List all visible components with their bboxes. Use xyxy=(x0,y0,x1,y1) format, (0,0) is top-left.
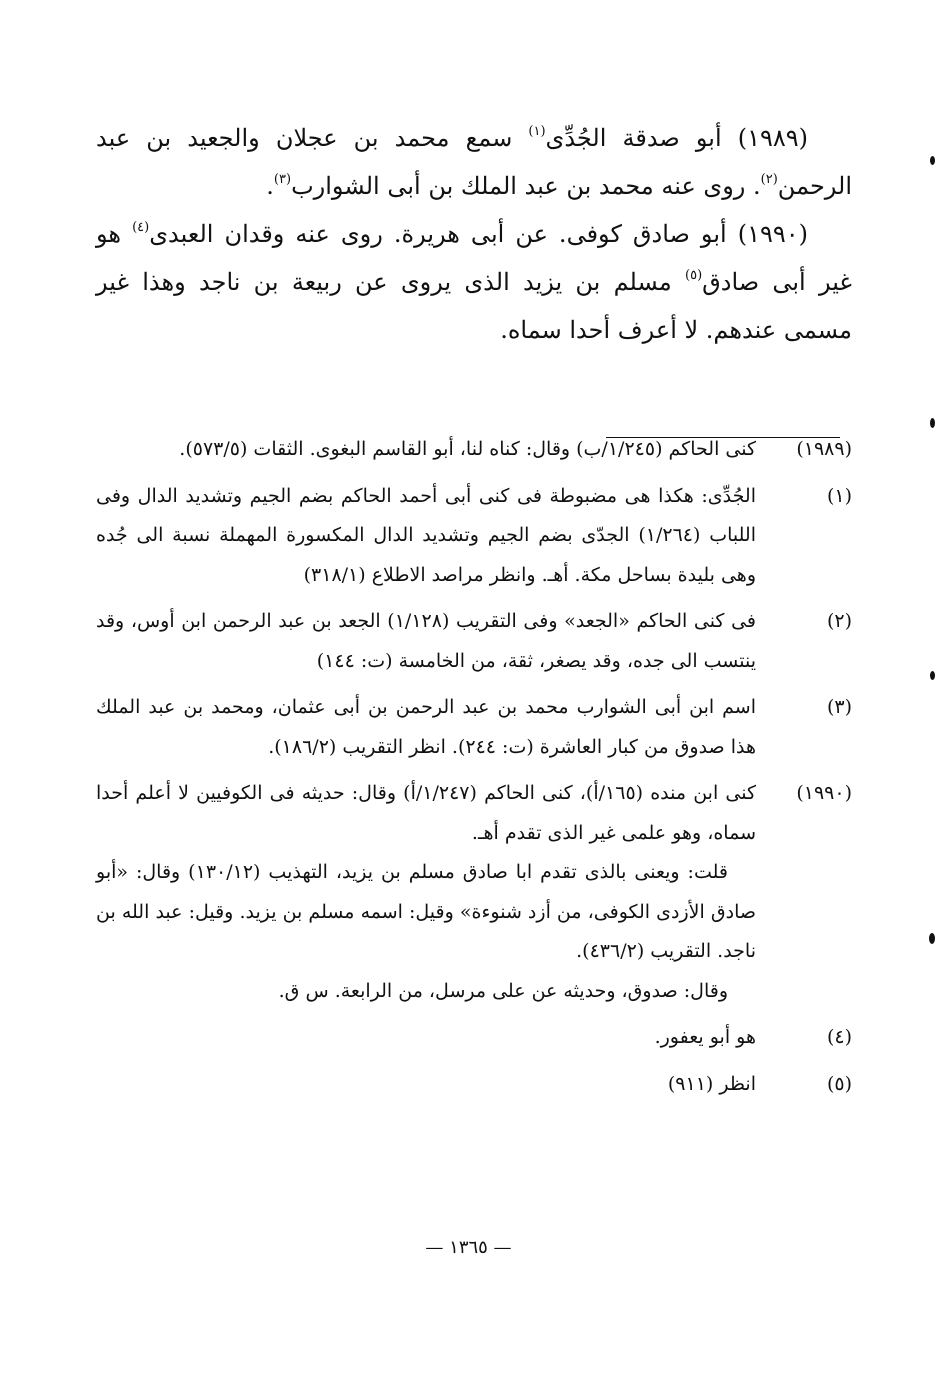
footnote-body xyxy=(96,774,756,1011)
footnote-ref: (٢) xyxy=(760,172,778,187)
entry-text: مسلم بن يزيد الذى يروى عن ربيعة بن ناجد وهذا غير مسمى عندهم. لا أعرف أحدا سماه. xyxy=(96,268,852,344)
footnote-key: (٥) xyxy=(826,1072,852,1095)
footnote-1989 xyxy=(96,430,852,470)
scan-speck xyxy=(929,933,935,944)
footnote-text: هو أبو يعفور. xyxy=(654,1026,756,1048)
entry-text: . روى عنه محمد بن عبد الملك بن أبى الشوارب xyxy=(291,172,761,200)
footnote-1990 xyxy=(96,774,852,1011)
footnote-2 xyxy=(96,602,852,681)
footnote-ref: (٣) xyxy=(273,172,292,187)
footnote-text: اسم ابن أبى الشوارب محمد بن عبد الرحمن بن أبى عثمان، ومحمد بن عبد الملك هذا صدوق من كبار العاشرة (ت: ٢٤٤). انظر التقريب (١٨٦/٢). xyxy=(96,696,756,758)
entry-1990 xyxy=(96,210,852,354)
footnote-1 xyxy=(96,477,852,596)
footnote-body xyxy=(96,602,756,681)
footnote-key: (١٩٩٠) xyxy=(796,782,852,804)
footnote-5 xyxy=(96,1065,852,1105)
footnote-3 xyxy=(96,688,852,767)
footnote-key: (١٩٨٩) xyxy=(796,438,852,460)
entry-text: (١٩٨٩) أبو صدقة الجُدِّى xyxy=(545,124,808,152)
footnote-text: الجُدِّى: هكذا هى مضبوطة فى كنى أبى أحمد الحاكم بضم الجيم وتشديد الدال وفى اللباب (١/٢٦٤) الجدّى بضم الجيم وتشديد الدال المكسورة المهملة نسبة الى جُده وهى بليدة بساحل مكة. أهـ. وانظر مراصد الاطلاع (٣١٨/١) xyxy=(96,484,756,586)
scan-speck xyxy=(930,418,935,428)
scan-speck xyxy=(930,156,935,165)
footnote-text: كنى ابن منده (١٦٥/أ)، كنى الحاكم (١/٢٤٧/أ) وقال: حديثه فى الكوفيين لا أعلم أحدا سماه، وهو علمى غير الذى تقدم أهـ. xyxy=(96,782,756,844)
scan-speck xyxy=(930,671,935,680)
entry-text: (١٩٩٠) أبو صادق كوفى. عن أبى هريرة. روى عنه وقدان العبدى xyxy=(149,220,809,248)
footnote-body xyxy=(96,1018,756,1058)
footnote-body xyxy=(96,430,756,470)
entry-1989 xyxy=(96,114,852,210)
footnote-key: (٤) xyxy=(826,1026,852,1048)
footnote-body xyxy=(96,477,756,596)
footnote-ref: (٤) xyxy=(132,220,150,235)
footnote-key: (١) xyxy=(826,484,852,507)
footnotes xyxy=(96,430,852,1111)
footnote-ref: (٥) xyxy=(685,268,703,283)
footnote-text: فى كنى الحاكم «الجعد» وفى التقريب (١/١٢٨) الجعد بن عبد الرحمن ابن أوس، وقد ينتسب الى جده، وقد يصغر، ثقة، من الخامسة (ت: ١٤٤) xyxy=(96,610,757,672)
footnote-text: قلت: ويعنى بالذى تقدم ابا صادق مسلم بن يزيد، التهذيب (١٣٠/١٢) وقال: «أبو صادق الأزدى الكوفى، من أزد شنوءة» وقيل: اسمه مسلم بن يزيد. وقيل: عبد الله بن ناجد. التقريب (٤٣٦/٢). xyxy=(96,861,756,962)
main-text xyxy=(96,114,852,354)
entry-text: سمع محمد بن عجلان والجعيد بن عبد الرحمن xyxy=(96,124,852,200)
entry-text: . xyxy=(266,172,274,200)
footnote-body xyxy=(96,688,756,767)
page-number: — ١٣٦٥ — xyxy=(425,1237,512,1258)
footnote-text: كنى الحاكم (١/٢٤٥/ب) وقال: كناه لنا، أبو القاسم البغوى. الثقات (٥٧٣/٥). xyxy=(179,438,756,460)
footnote-text: وقال: صدوق، وحديثه عن على مرسل، من الرابعة. س ق. xyxy=(278,979,728,1002)
footnote-key: (٢) xyxy=(826,610,852,632)
footnote-text: انظر (٩١١) xyxy=(667,1072,756,1095)
footnote-4 xyxy=(96,1018,852,1058)
footnote-key: (٣) xyxy=(826,696,852,718)
footnote-body xyxy=(96,1065,756,1105)
entry-text: هو غير أبى صادق xyxy=(96,220,852,296)
footnote-ref: (١) xyxy=(528,124,546,139)
